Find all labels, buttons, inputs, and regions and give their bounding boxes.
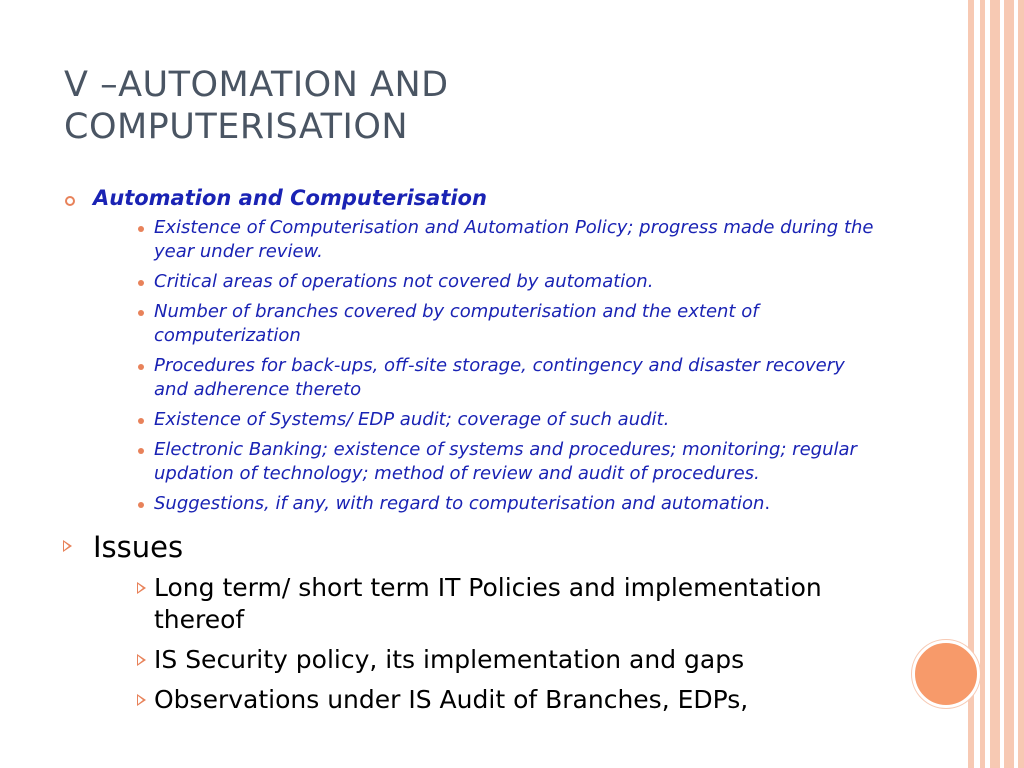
decorative-circle: [912, 640, 980, 708]
section-heading: Automation and Computerisation: [93, 186, 487, 210]
list-item: [93, 216, 879, 264]
list-item-text: Critical areas of operations not covered by automation.: [154, 271, 654, 292]
issue-item-text: Long term/ short term IT Policies and implementation thereof: [154, 573, 822, 634]
issues-list: [93, 572, 920, 716]
dot-bullet-icon: [138, 448, 144, 454]
list-item: [93, 300, 879, 348]
section-automation: [60, 184, 920, 516]
section-issues: [60, 530, 920, 716]
section-item-list: [93, 216, 920, 516]
issue-item-text: Observations under IS Audit of Branches, EDPs,: [154, 685, 749, 714]
dot-bullet-icon: [138, 226, 144, 232]
dot-bullet-icon: [138, 418, 144, 424]
arrow-bullet-icon: [137, 582, 146, 594]
list-item: [93, 492, 879, 516]
dot-bullet-icon: [138, 280, 144, 286]
arrow-bullet-icon: [137, 654, 146, 666]
arrow-bullet-icon: [63, 540, 72, 552]
list-item-text: Electronic Banking; existence of systems and procedures; monitoring; regular updation of technology; method of review and audit of procedures.: [154, 439, 857, 484]
dot-bullet-icon: [138, 502, 144, 508]
list-item-period: .: [764, 493, 771, 514]
slide-title-line-1: V –AUTOMATION AND: [64, 65, 449, 105]
slide-title-line-2: COMPUTERISATION: [64, 107, 409, 147]
list-item: [93, 438, 879, 486]
border-stripe: [1018, 0, 1024, 768]
arrow-bullet-icon: [137, 694, 146, 706]
issue-item: [93, 572, 879, 636]
border-stripe: [1004, 0, 1014, 768]
issues-heading: Issues: [93, 530, 184, 564]
dot-bullet-icon: [138, 364, 144, 370]
circle-bullet-icon: [65, 196, 75, 206]
decorative-border: [968, 0, 1024, 768]
slide-title: [64, 64, 884, 148]
dot-bullet-icon: [138, 310, 144, 316]
list-item-text: Procedures for back-ups, off-site storage, contingency and disaster recovery and adherence thereto: [154, 355, 845, 400]
slide-body: [60, 184, 920, 724]
border-stripe: [990, 0, 1000, 768]
list-item-text: Number of branches covered by computerisation and the extent of computerization: [154, 301, 759, 346]
list-item-text: Suggestions, if any, with regard to computerisation and automation: [154, 493, 765, 514]
list-item-text: Existence of Systems/ EDP audit; coverage of such audit.: [154, 409, 670, 430]
list-item: [93, 354, 879, 402]
issue-item: [93, 684, 879, 716]
list-item: [93, 270, 879, 294]
issue-item-text: IS Security policy, its implementation and gaps: [154, 645, 745, 674]
list-item-text: Existence of Computerisation and Automation Policy; progress made during the year under review.: [154, 217, 874, 262]
list-item: [93, 408, 879, 432]
border-stripe: [980, 0, 985, 768]
issue-item: [93, 644, 879, 676]
